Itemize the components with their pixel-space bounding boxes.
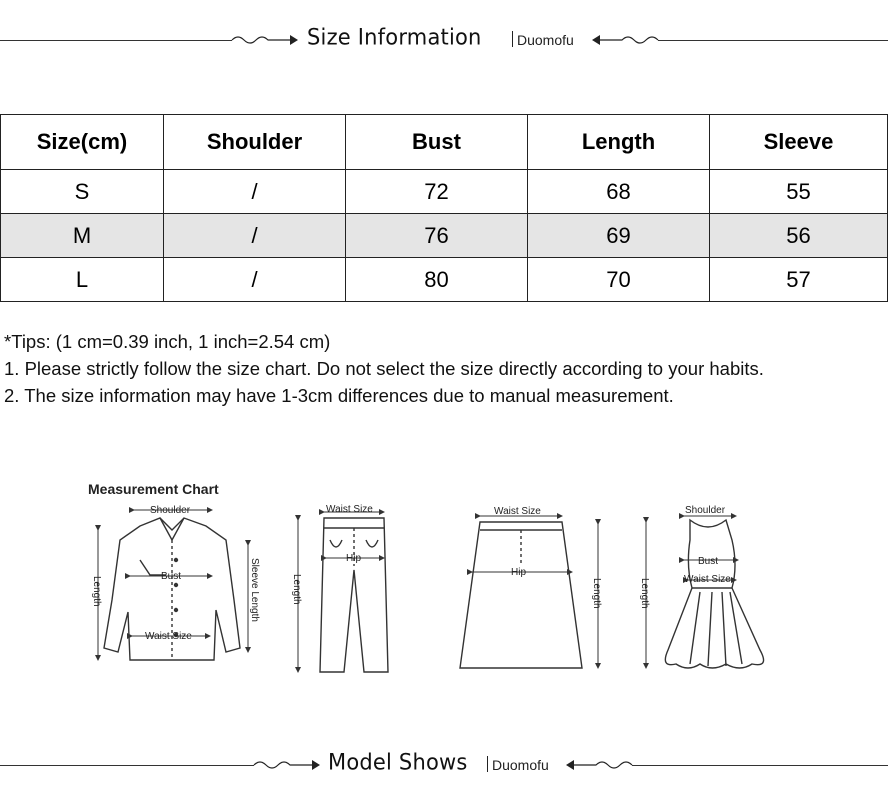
- brand-name: Duomofu: [517, 32, 574, 48]
- tips-conversion: *Tips: (1 cm=0.39 inch, 1 inch=2.54 cm): [4, 331, 331, 352]
- table-cell: M: [1, 214, 164, 258]
- ornament-right-icon: [566, 756, 632, 776]
- table-cell: S: [1, 170, 164, 214]
- shirt-sleeve-label: Sleeve Length: [249, 558, 260, 622]
- shirt-bust-label: Bust: [161, 571, 182, 582]
- dress-bust-label: Bust: [698, 556, 719, 567]
- measurement-chart-title: Measurement Chart: [88, 481, 219, 497]
- table-cell: L: [1, 258, 164, 302]
- dress-shoulder-label: Shoulder: [685, 505, 726, 516]
- section-title: Size Information: [307, 24, 482, 50]
- section-title: Model Shows: [328, 749, 468, 775]
- skirt-hip-label: Hip: [511, 567, 527, 578]
- skirt-waist-label: Waist Size: [494, 506, 541, 517]
- table-cell: 69: [528, 214, 710, 258]
- table-cell: 55: [710, 170, 888, 214]
- table-cell: /: [164, 258, 346, 302]
- pants-length-label: Length: [291, 574, 302, 605]
- divider-line-right: [632, 765, 888, 766]
- title-separator: [487, 756, 488, 772]
- table-cell: 76: [346, 214, 528, 258]
- table-cell: /: [164, 170, 346, 214]
- pants-hip-label: Hip: [346, 553, 362, 564]
- section-footer-header: [0, 746, 888, 786]
- column-header-size: Size(cm): [1, 115, 164, 170]
- tips-item-2: 2. The size information may have 1-3cm differences due to manual measurement.: [4, 385, 674, 406]
- pants-diagram: [298, 512, 388, 672]
- table-cell: 72: [346, 170, 528, 214]
- column-header-shoulder: Shoulder: [164, 115, 346, 170]
- ornament-left-icon: [254, 756, 320, 776]
- table-cell: 57: [710, 258, 888, 302]
- tips-item-1: 1. Please strictly follow the size chart. Do not select the size directly according to your habits.: [4, 358, 764, 379]
- table-cell: 70: [528, 258, 710, 302]
- dress-length-label: Length: [639, 578, 650, 609]
- table-cell: /: [164, 214, 346, 258]
- table-cell: 80: [346, 258, 528, 302]
- brand-name: Duomofu: [492, 757, 549, 773]
- skirt-diagram: [460, 516, 598, 668]
- skirt-length-label: Length: [591, 578, 602, 609]
- shirt-length-label: Length: [91, 576, 102, 607]
- dress-diagram: [646, 516, 764, 668]
- shirt-waist-label: Waist Size: [145, 631, 192, 642]
- table-cell: 56: [710, 214, 888, 258]
- column-header-bust: Bust: [346, 115, 528, 170]
- table-cell: 68: [528, 170, 710, 214]
- divider-line-left: [0, 765, 254, 766]
- shirt-shoulder-label: Shoulder: [150, 505, 191, 516]
- column-header-length: Length: [528, 115, 710, 170]
- column-header-sleeve: Sleeve: [710, 115, 888, 170]
- dress-waist-label: Waist Size: [684, 574, 731, 585]
- pants-waist-label: Waist Size: [326, 504, 373, 515]
